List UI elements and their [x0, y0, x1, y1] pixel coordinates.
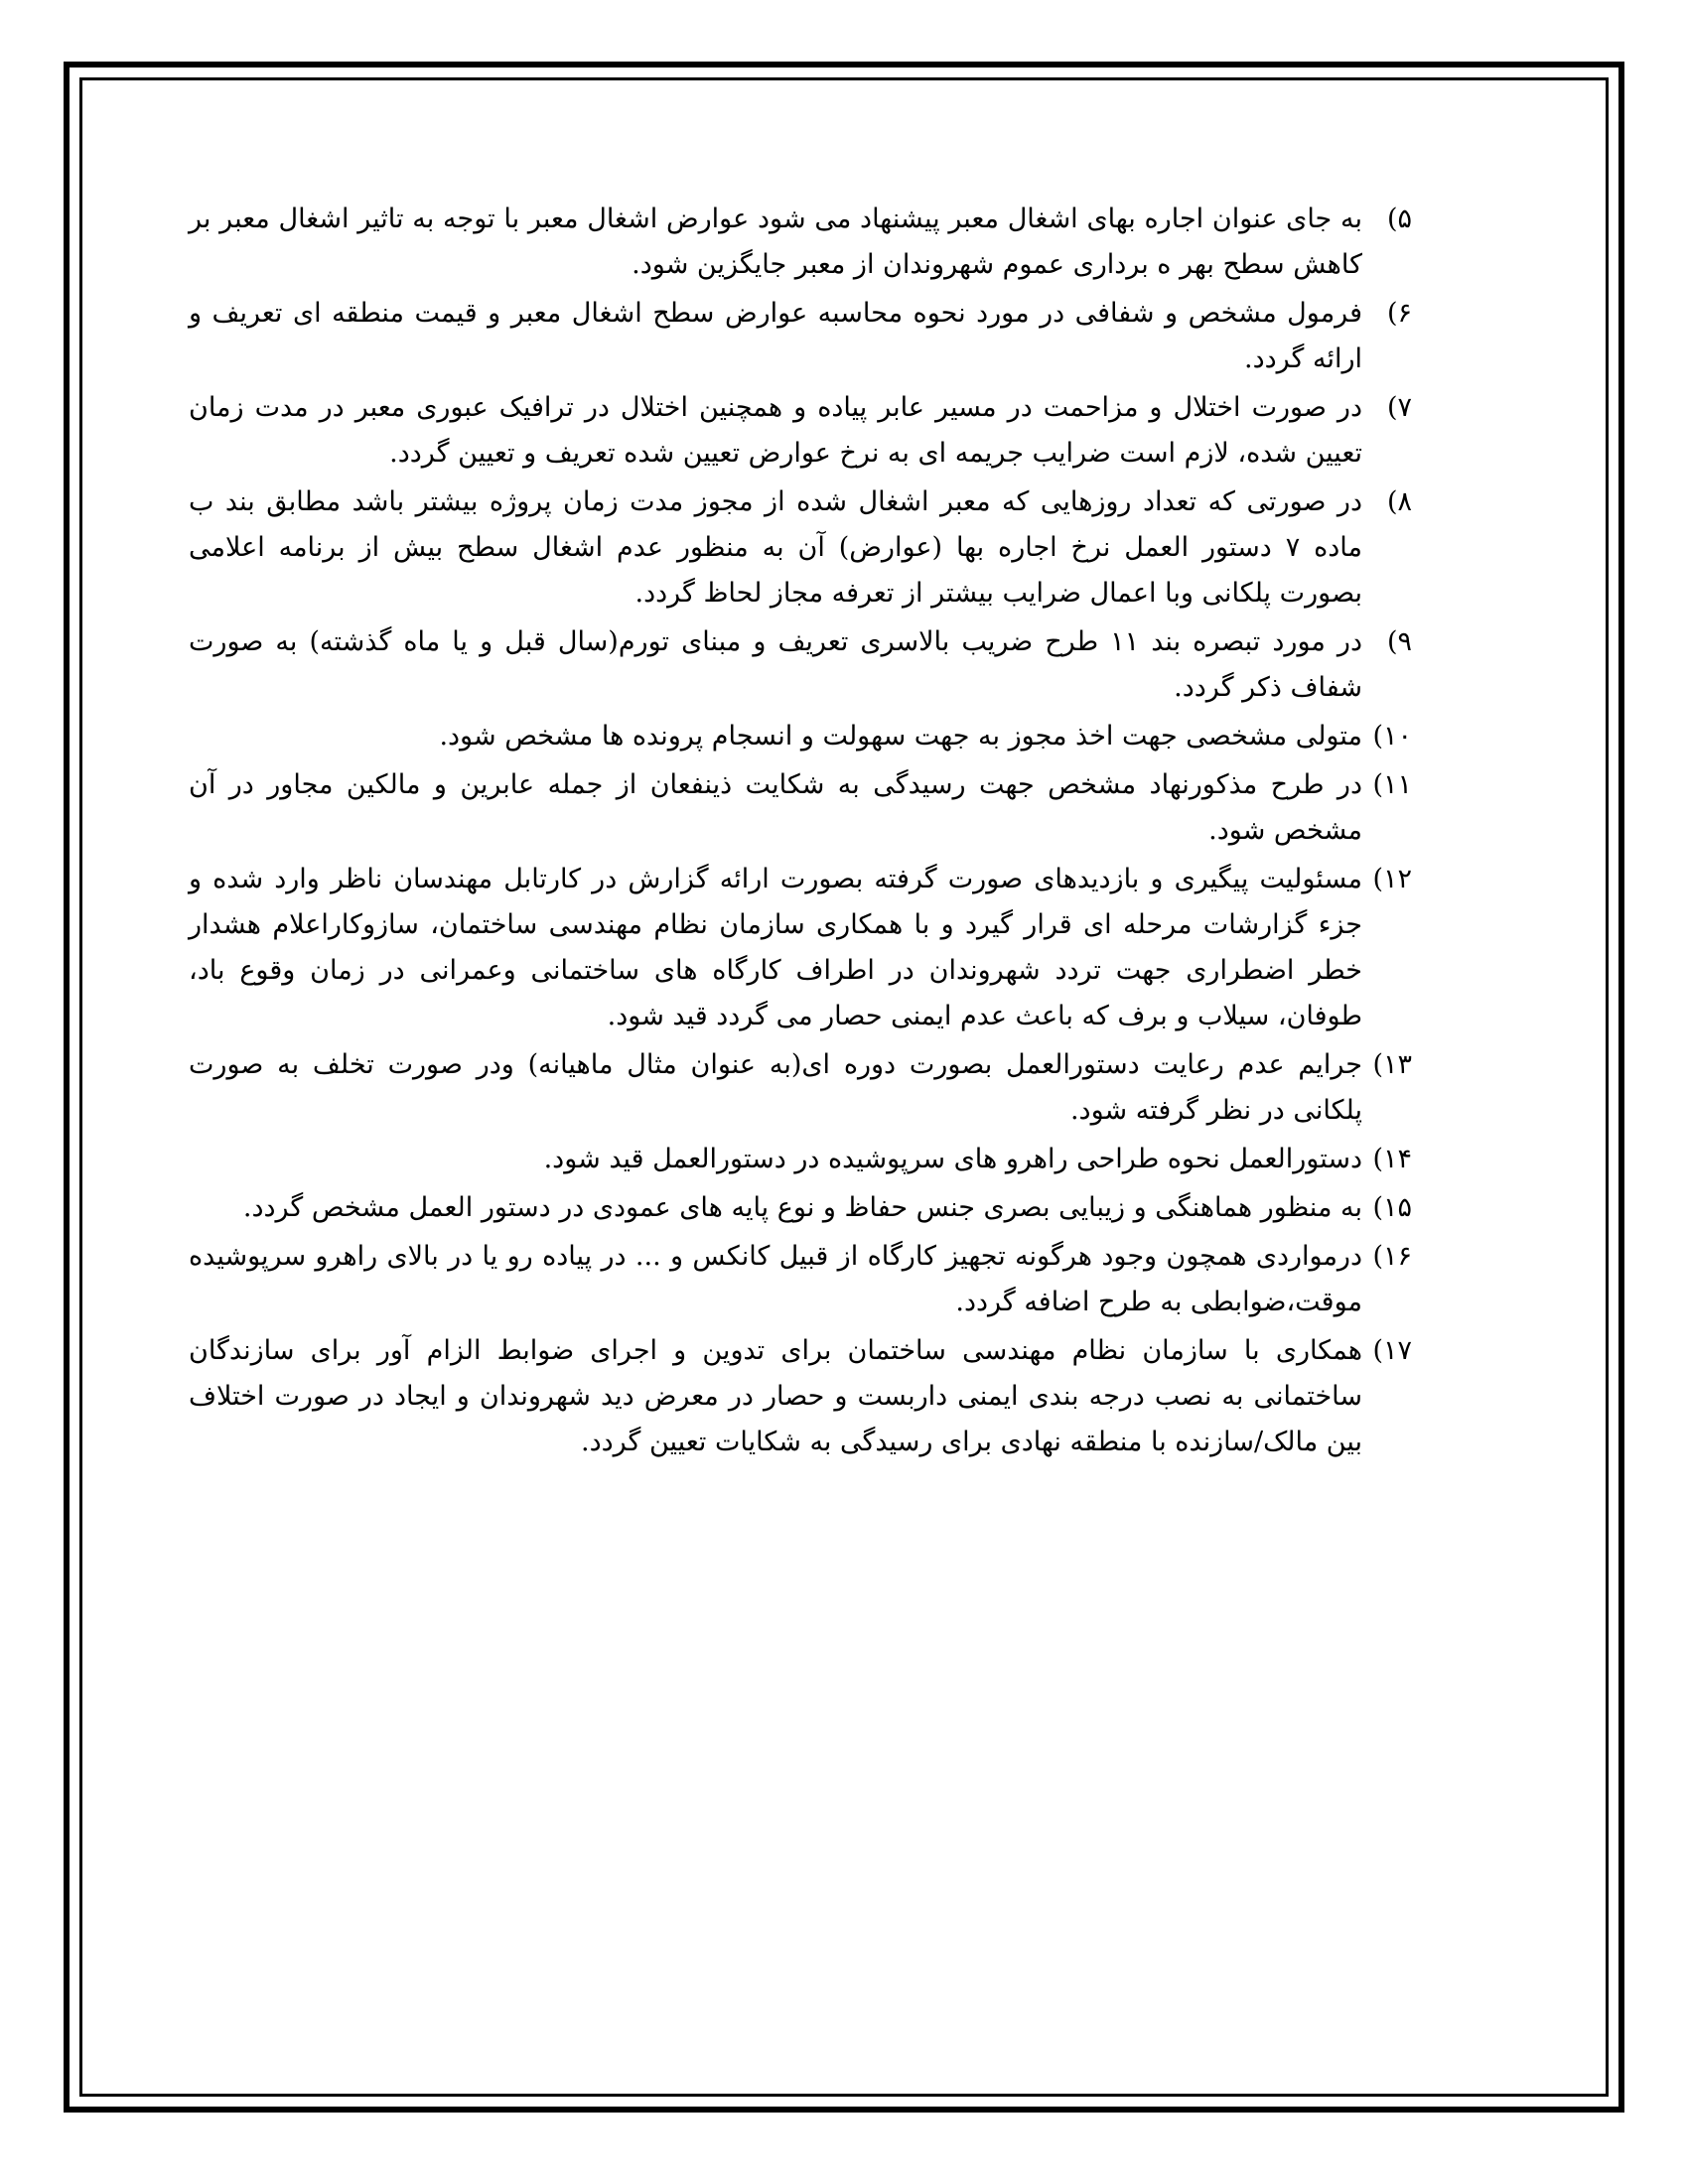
item-number: ۹): [1386, 626, 1412, 657]
item-text: جرایم عدم رعایت دستورالعمل بصورت دوره ای(به عنوان مثال ماهیانه) ودر صورت تخلف به صورت پلکانی در نظر گرفته شود.: [189, 1049, 1362, 1126]
item-text: در مورد تبصره بند ۱۱ طرح ضریب بالاسری تعریف و مبنای تورم(سال قبل و یا ماه گذشته) به صورت شفاف ذکر گردد.: [189, 626, 1362, 703]
list-item: [189, 385, 1412, 477]
item-number: ۵): [1386, 204, 1412, 234]
item-text: متولی مشخصی جهت اخذ مجوز به جهت سهولت و انسجام پرونده ها مشخص شود.: [439, 721, 1362, 751]
item-text: دستورالعمل نحوه طراحی راهرو های سرپوشیده در دستورالعمل قید شود.: [543, 1144, 1362, 1174]
item-text: به منظور هماهنگی و زیبایی بصری جنس حفاظ و نوع پایه های عمودی در دستور العمل مشخص گردد.: [242, 1192, 1362, 1223]
item-text: درمواردی همچون وجود هرگونه تجهیز کارگاه از قبیل کانکس و ... در پیاده رو یا در بالای راهرو سرپوشیده موقت،ضوابطی به طرح اضافه گردد.: [189, 1241, 1362, 1317]
item-text: در صورت اختلال و مزاحمت در مسیر عابر پیاده و همچنین اختلال در ترافیک عبوری معبر در مدت زمان تعیین شده، لازم است ضرایب جریمه ای به نرخ عوارض تعیین شده تعریف و تعیین گردد.: [189, 392, 1362, 469]
list-item: [189, 1137, 1412, 1182]
item-number: ۸): [1386, 486, 1412, 517]
document-body: [189, 197, 1412, 1468]
item-number: ۱۴): [1372, 1144, 1412, 1174]
item-text: همکاری با سازمان نظام مهندسی ساختمان برای تدوین و اجرای ضوابط الزام آور برای سازندگان ساختمانی به نصب درجه بندی ایمنی داربست و حصار در معرض دید شهروندان و ایجاد در صورت اختلاف بین مالک/سازنده با منطقه نهادی برای رسیدگی به شکایات تعیین گردد.: [189, 1335, 1362, 1457]
item-text: در صورتی که تعداد روزهایی که معبر اشغال شده از مجوز مدت زمان پروژه بیشتر باشد مطابق بند ب ماده ۷ دستور العمل نرخ اجاره بها (عوارض) آن به منظور عدم اشغال سطح بیش از برنامه اعلامی بصورت پلکانی وبا اعمال ضرایب بیشتر از تعرفه مجاز لحاظ گردد.: [189, 486, 1362, 609]
item-number: ۶): [1386, 298, 1412, 329]
item-number: ۱۵): [1372, 1192, 1412, 1223]
list-item: [189, 1328, 1412, 1465]
item-number: ۱۲): [1372, 864, 1412, 894]
item-number: ۱۰): [1372, 721, 1412, 751]
item-text: فرمول مشخص و شفافی در مورد نحوه محاسبه عوارض سطح اشغال معبر و قیمت منطقه ای تعریف و ارائه گردد.: [189, 298, 1362, 374]
list-item: [189, 197, 1412, 288]
list-item: [189, 857, 1412, 1039]
list-item: [189, 762, 1412, 854]
item-text: در طرح مذکورنهاد مشخص جهت رسیدگی به شکایت ذینفعان از جمله عابرین و مالکین مجاور در آن مشخص شود.: [189, 769, 1362, 846]
item-number: ۱۷): [1372, 1335, 1412, 1366]
item-number: ۱۳): [1372, 1049, 1412, 1080]
list-item: [189, 1042, 1412, 1134]
list-item: [189, 714, 1412, 759]
list-item: [189, 619, 1412, 711]
list-item: [189, 1185, 1412, 1231]
list-item: [189, 1234, 1412, 1325]
list-item: [189, 479, 1412, 616]
item-number: ۱۱): [1372, 769, 1412, 800]
item-text: مسئولیت پیگیری و بازدیدهای صورت گرفته بصورت ارائه گزارش در کارتابل مهندسان ناظر وارد شده و جزء گزارشات مرحله ای قرار گیرد و با همکاری سازمان نظام مهندسی ساختمان، سازوکاراعلام هشدار خطر اضطراری جهت تردد شهروندان در اطراف کارگاه های ساختمانی وعمرانی در زمان وقوع باد، طوفان، سیلاب و برف که باعث عدم ایمنی حصار می گردد قید شود.: [189, 864, 1362, 1031]
item-text: به جای عنوان اجاره بهای اشغال معبر پیشنهاد می شود عوارض اشغال معبر با توجه به تاثیر اشغال معبر بر کاهش سطح بهر ه برداری عموم شهروندان از معبر جایگزین شود.: [189, 204, 1362, 280]
item-number: ۷): [1386, 392, 1412, 423]
list-item: [189, 291, 1412, 382]
item-number: ۱۶): [1372, 1241, 1412, 1272]
